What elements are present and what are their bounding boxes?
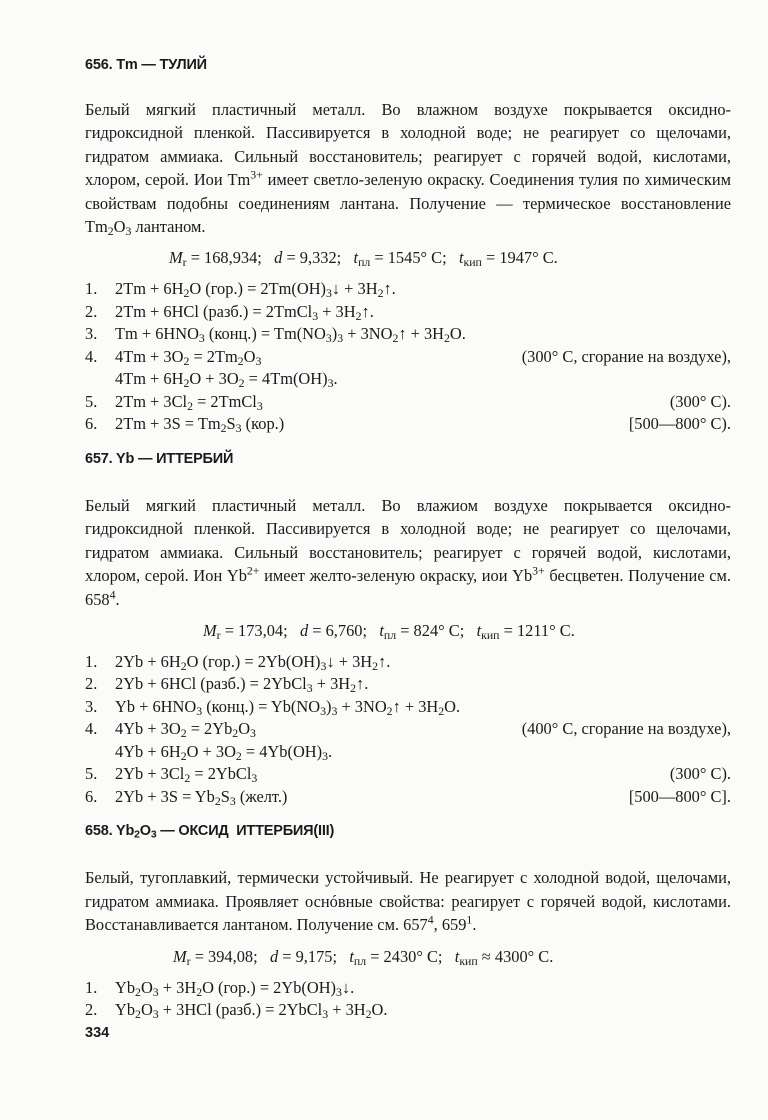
reaction-item [85, 977, 731, 1000]
reaction-item [85, 696, 731, 719]
reaction-condition: (300° C). [669, 391, 731, 411]
reaction-equation: $4Tm + 6H_2O + 3O_2 = 4Tm(OH)_3$. [115, 369, 338, 391]
reaction-number: 1. [85, 279, 98, 299]
section-heading: 657. Yb — ИТТЕРБИЙ [85, 450, 234, 467]
reaction-list [85, 651, 731, 809]
reaction-equation: $2Tm + 3S = Tm_2S_3$ (кор.) [115, 414, 285, 436]
reaction-item [85, 651, 731, 674]
reaction-equation: $Yb_2O_3 + 3HCl$ (разб.) = 2YbCl$_3$ + $3H_2O$. [115, 1000, 388, 1022]
reaction-item [85, 391, 731, 414]
reaction-equation: 2Tm + 6HCl (разб.) = 2TmCl$_3$ + $3H_2↑$. [115, 301, 374, 323]
reaction-number: 4. [85, 719, 98, 739]
section-paragraph: Белый, тугоплавкий, термически устойчивый. Не реагирует с холодной водой, щелочами, гидратом аммиака. Проявляет оснóвные свойства: реагирует с горячей водой, кислотами. Восстанавливается лантаном. Получение см. $657^4$, $659^1$. [85, 868, 731, 935]
reaction-equation: $4Tm + 3O_2 = 2Tm_2O_3$ [115, 346, 262, 368]
reaction-list [85, 278, 731, 436]
reaction-equation: $2Yb + 6H_2O$ $(гор.) = 2Yb(OH)_3↓$ + $3H_2↑$. [115, 651, 391, 673]
reaction-item [85, 763, 731, 786]
reaction-number: 2. [85, 301, 98, 321]
section-656 [85, 52, 731, 436]
section-paragraph: Белый мягкий пластичный металл. Во влажном воздухе покрывается оксидно-гидроксидной пленкой. Пассивируется в холодной воде; не реагирует со щелочами, гидратом аммиака. Сильный восстановитель; реагирует с горячей водой, кислотами, хлором, серой. Иои $Tm^{3+}$ имеет светло-зеленую окраску. Соединения тулия по химическим свойствам подобны соединениям лантана. Получение — термическое восстановление $Tm_2O_3$ лантаном. [85, 100, 731, 238]
section-paragraph: Белый мягкий пластичный металл. Во влажиом воздухе покрывается оксидно-гидроксидной пленкой. Пассивируется в холодной воде; не реагирует со щелочами, гидратом аммиака. Сильный восстановитель; реагирует с горячей водой, кислотами, хлором, серой. Ион $Yb^{2+}$ имеет желто-зеленую окраску, иои $Yb^{3+}$ бесцветен. Получение см. $658^4$. [85, 495, 731, 609]
reaction-number: 6. [85, 414, 98, 434]
section-658 [85, 818, 731, 1021]
reaction-equation: $4Yb + 3O_2 = 2Yb_2O_3$ [115, 719, 256, 741]
reaction-item [85, 413, 731, 436]
reaction-item [85, 278, 731, 301]
reaction-item [85, 673, 731, 696]
reaction-number: 2. [85, 674, 98, 694]
reaction-condition: (300° C, сгорание на воздухе), [521, 346, 731, 366]
section-657 [85, 446, 731, 809]
reaction-number: 3. [85, 324, 98, 344]
reaction-equation: $4Yb + 6H_2O + 3O_2 = 4Yb(OH)_3$. [115, 741, 333, 763]
reaction-item [85, 346, 731, 391]
reaction-equation: 2Yb + 6HCl (разб.) = 2YbCl$_3$ + $3H_2↑$. [115, 674, 369, 696]
reaction-number: 2. [85, 1000, 98, 1020]
reaction-equation: $Yb + 6HNO_3$ (конц.) = $Yb(NO_3)_3$ + $3NO_2↑ + 3H_2O$. [115, 696, 461, 718]
reaction-list [85, 977, 731, 1022]
reaction-condition: [500—800° C). [628, 414, 731, 434]
reaction-number: 1. [85, 977, 98, 997]
reaction-condition: (400° C, сгорание на воздухе), [521, 719, 731, 739]
reaction-item [85, 718, 731, 763]
reaction-number: 6. [85, 786, 98, 806]
reaction-equation: $2Yb + 3Cl_2$ = 2YbCl$_3$ [115, 764, 258, 786]
reaction-number: 3. [85, 696, 98, 716]
reaction-condition: (300° C). [669, 764, 731, 784]
reaction-number: 4. [85, 346, 98, 366]
physical-properties: $M_r = 394,08$; d = 9,175; $t_{пл} = 2430^\circ$ C; $t_{кип} \approx 4300^\circ$ C. [173, 946, 554, 968]
section-heading: 656. Tm — ТУЛИЙ [85, 57, 207, 73]
physical-properties: $M_r = 168,934$; d = 9,332; $t_{пл} = 1545^\circ$ C; $t_{кип} = 1947^\circ$ C. [169, 248, 558, 270]
reaction-item [85, 323, 731, 346]
reaction-item [85, 786, 731, 809]
section-heading: 658. $Yb_2O_3$ — ОКСИД ИТТЕРБИЯ(III) [85, 823, 335, 842]
physical-properties: $M_r = 173,04$; d = 6,760; $t_{пл} = 824^\circ$ C; $t_{кип} = 1211^\circ$ C. [203, 620, 575, 642]
reaction-equation: $2Yb + 3S = Yb_2S_3$ (желт.) [115, 786, 288, 808]
reaction-number: 5. [85, 391, 98, 411]
reaction-equation: $Yb_2O_3 + 3H_2O$ $(гор.) = 2Yb(OH)_3↓$. [115, 977, 355, 999]
reaction-condition: [500—800° C]. [628, 786, 731, 806]
reaction-equation: $Tm + 6HNO_3$ (конц.) = $Tm(NO_3)_3$ + $3NO_2↑ + 3H_2O$. [115, 324, 466, 346]
reaction-item [85, 301, 731, 324]
reaction-item [85, 999, 731, 1022]
reaction-equation: $2Tm + 6H_2O$ $(гор.) = 2Tm(OH)_3↓$ + $3H_2↑$. [115, 279, 396, 301]
page-content [85, 52, 731, 1032]
reaction-equation: $2Tm + 3Cl_2$ = 2TmCl$_3$ [115, 391, 263, 413]
reaction-number: 1. [85, 651, 98, 671]
reaction-number: 5. [85, 764, 98, 784]
page-number: 334 [85, 1025, 110, 1041]
